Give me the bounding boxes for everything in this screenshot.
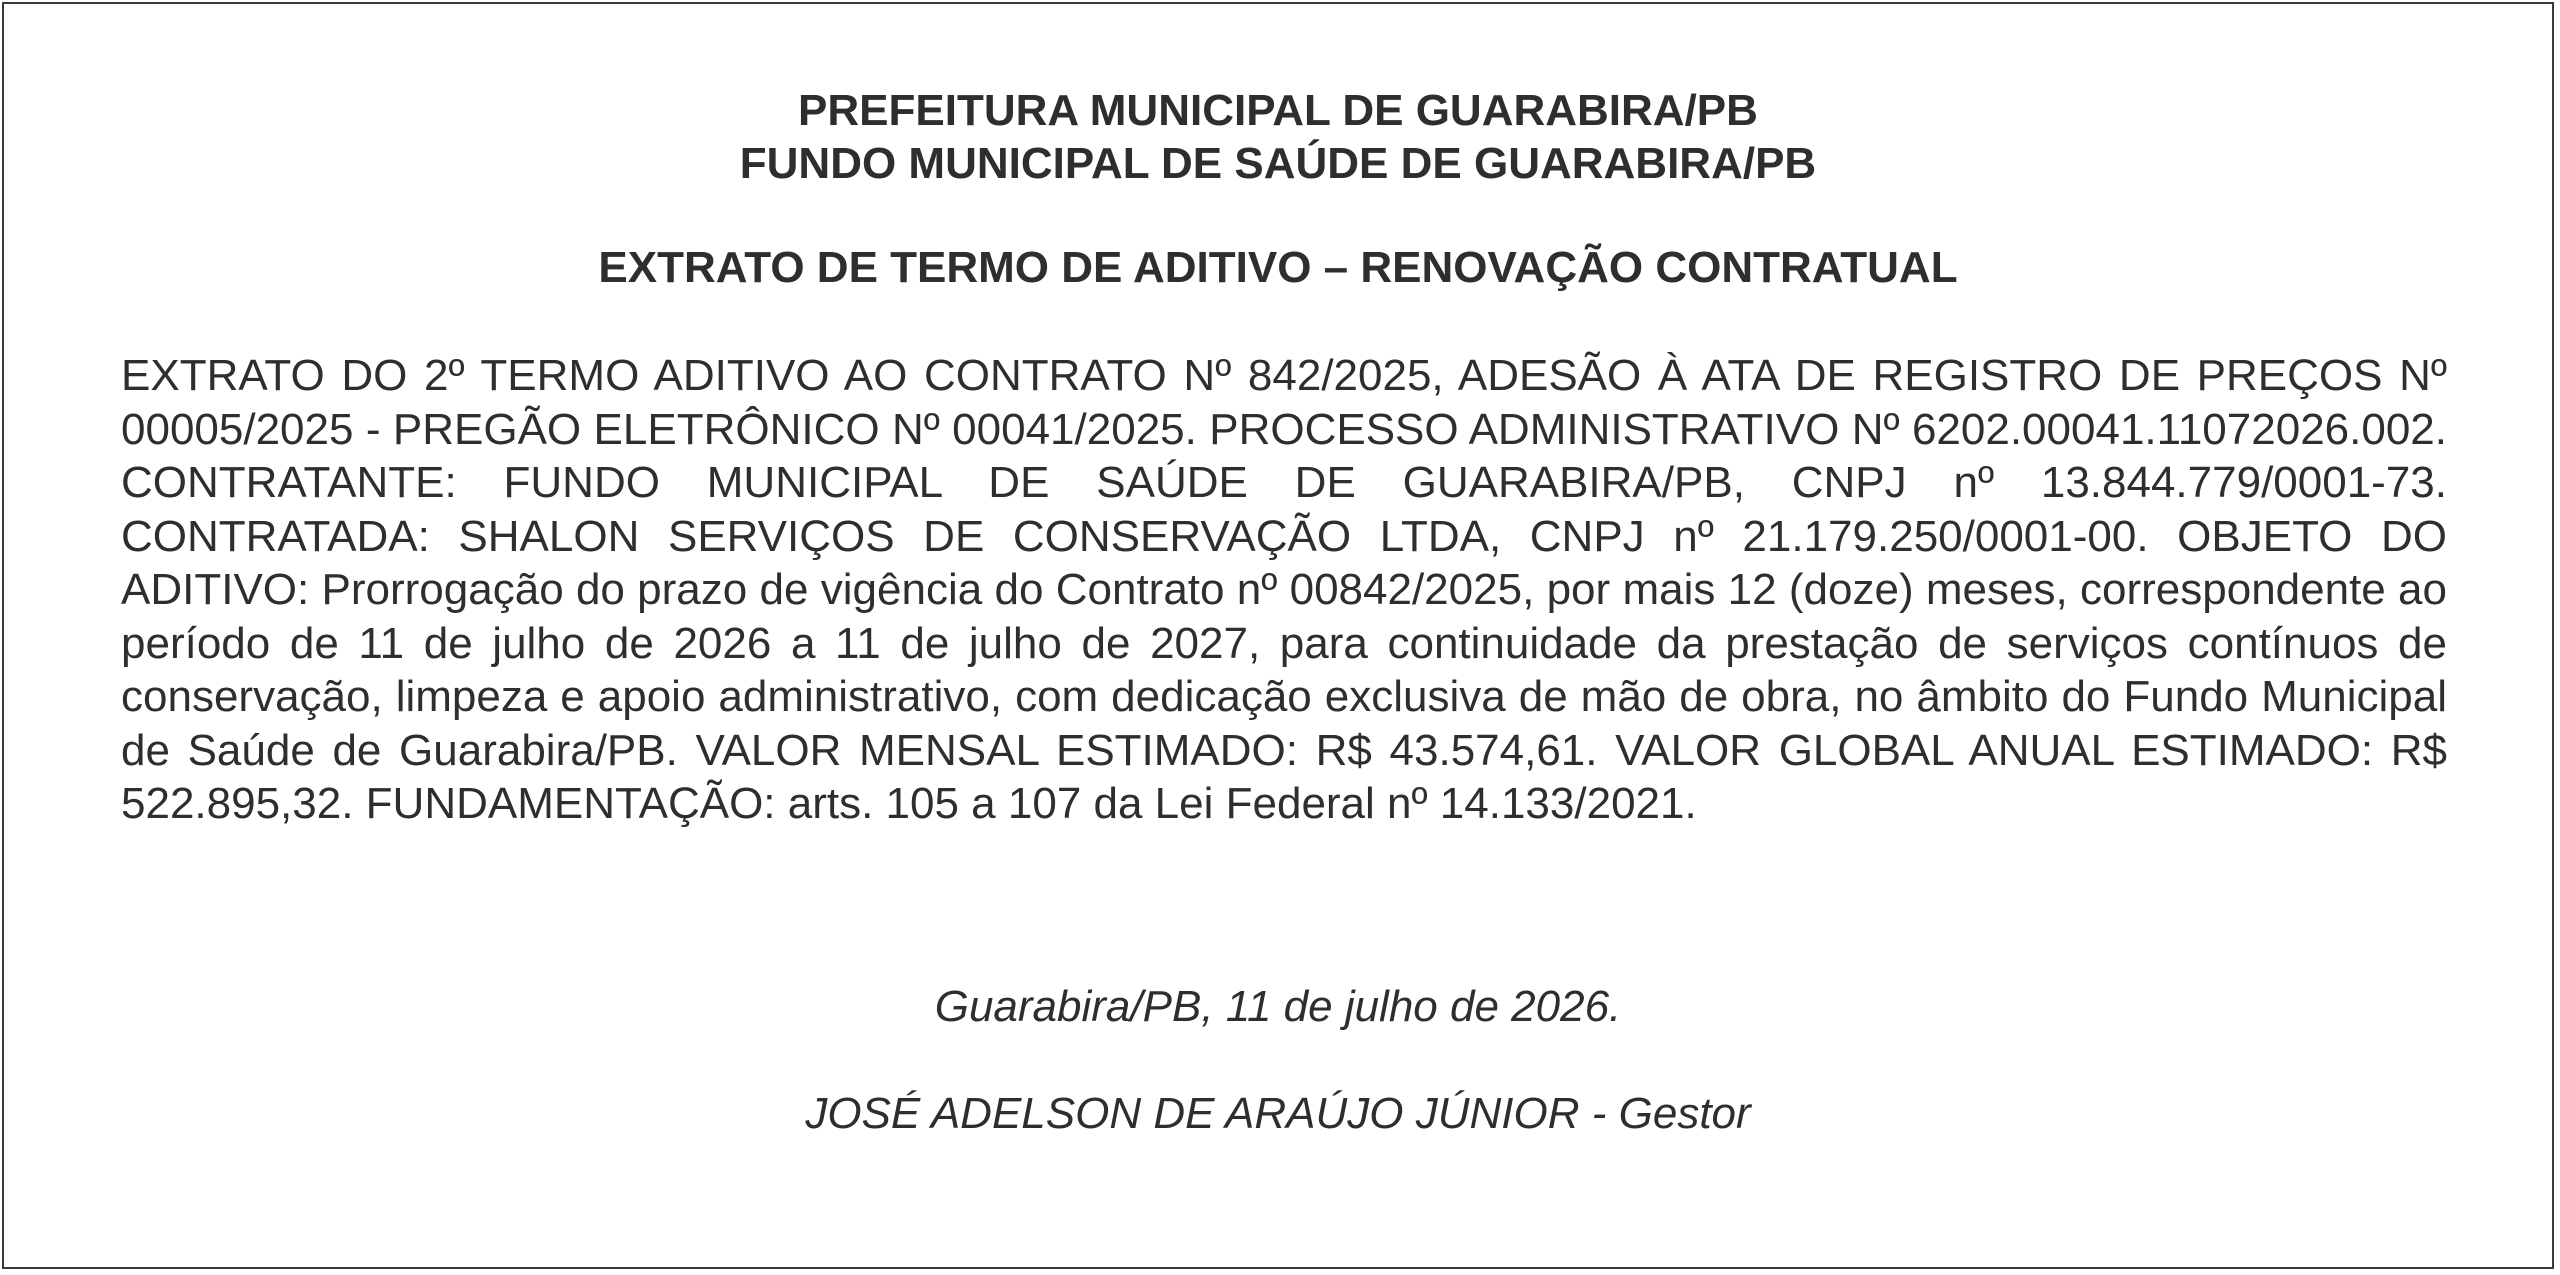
place-date: Guarabira/PB, 11 de julho de 2026. xyxy=(934,982,1622,1031)
document-body: EXTRATO DO 2º TERMO ADITIVO AO CONTRATO Nº 842/2025, ADESÃO À ATA DE REGISTRO DE PREÇOS Nº 00005/2025 - PREGÃO ELETRÔNICO Nº 00041/2025. PROCESSO ADMINISTRATIVO Nº 6202.00041.11072026.002. CONTRATANTE: FUNDO MUNICIPAL DE SAÚDE DE GUARABIRA/PB, CNPJ nº 13.844.779/0001-73. CONTRATADA: SHALON SERVIÇOS DE CONSERVAÇÃO LTDA, CNPJ nº 21.179.250/0001-00. OBJETO DO ADITIVO: Prorrogação do prazo de vigência do Contrato nº 00842/2025, por mais 12 (doze) meses, correspondente ao período de 11 de julho de 2026 a 11 de julho de 2027, para continuidade da prestação de serviços contínuos de conservação, limpeza e apoio administrativo, com dedicação exclusiva de mão de obra, no âmbito do Fundo Municipal de Saúde de Guarabira/PB. VALOR MENSAL ESTIMADO: R$ 43.574,61. VALOR GLOBAL ANUAL ESTIMADO: R$ 522.895,32. FUNDAMENTAÇÃO: arts. 105 a 107 da Lei Federal nº 14.133/2021. xyxy=(121,351,2447,828)
document-frame xyxy=(2,2,2554,1269)
document-title: EXTRATO DE TERMO DE ADITIVO – RENOVAÇÃO CONTRATUAL xyxy=(598,243,1958,292)
header-line-prefeitura: PREFEITURA MUNICIPAL DE GUARABIRA/PB xyxy=(798,86,1758,135)
document-header xyxy=(4,84,2552,190)
header-line-fundo: FUNDO MUNICIPAL DE SAÚDE DE GUARABIRA/PB xyxy=(739,139,1817,188)
signature: JOSÉ ADELSON DE ARAÚJO JÚNIOR - Gestor xyxy=(805,1089,1751,1138)
